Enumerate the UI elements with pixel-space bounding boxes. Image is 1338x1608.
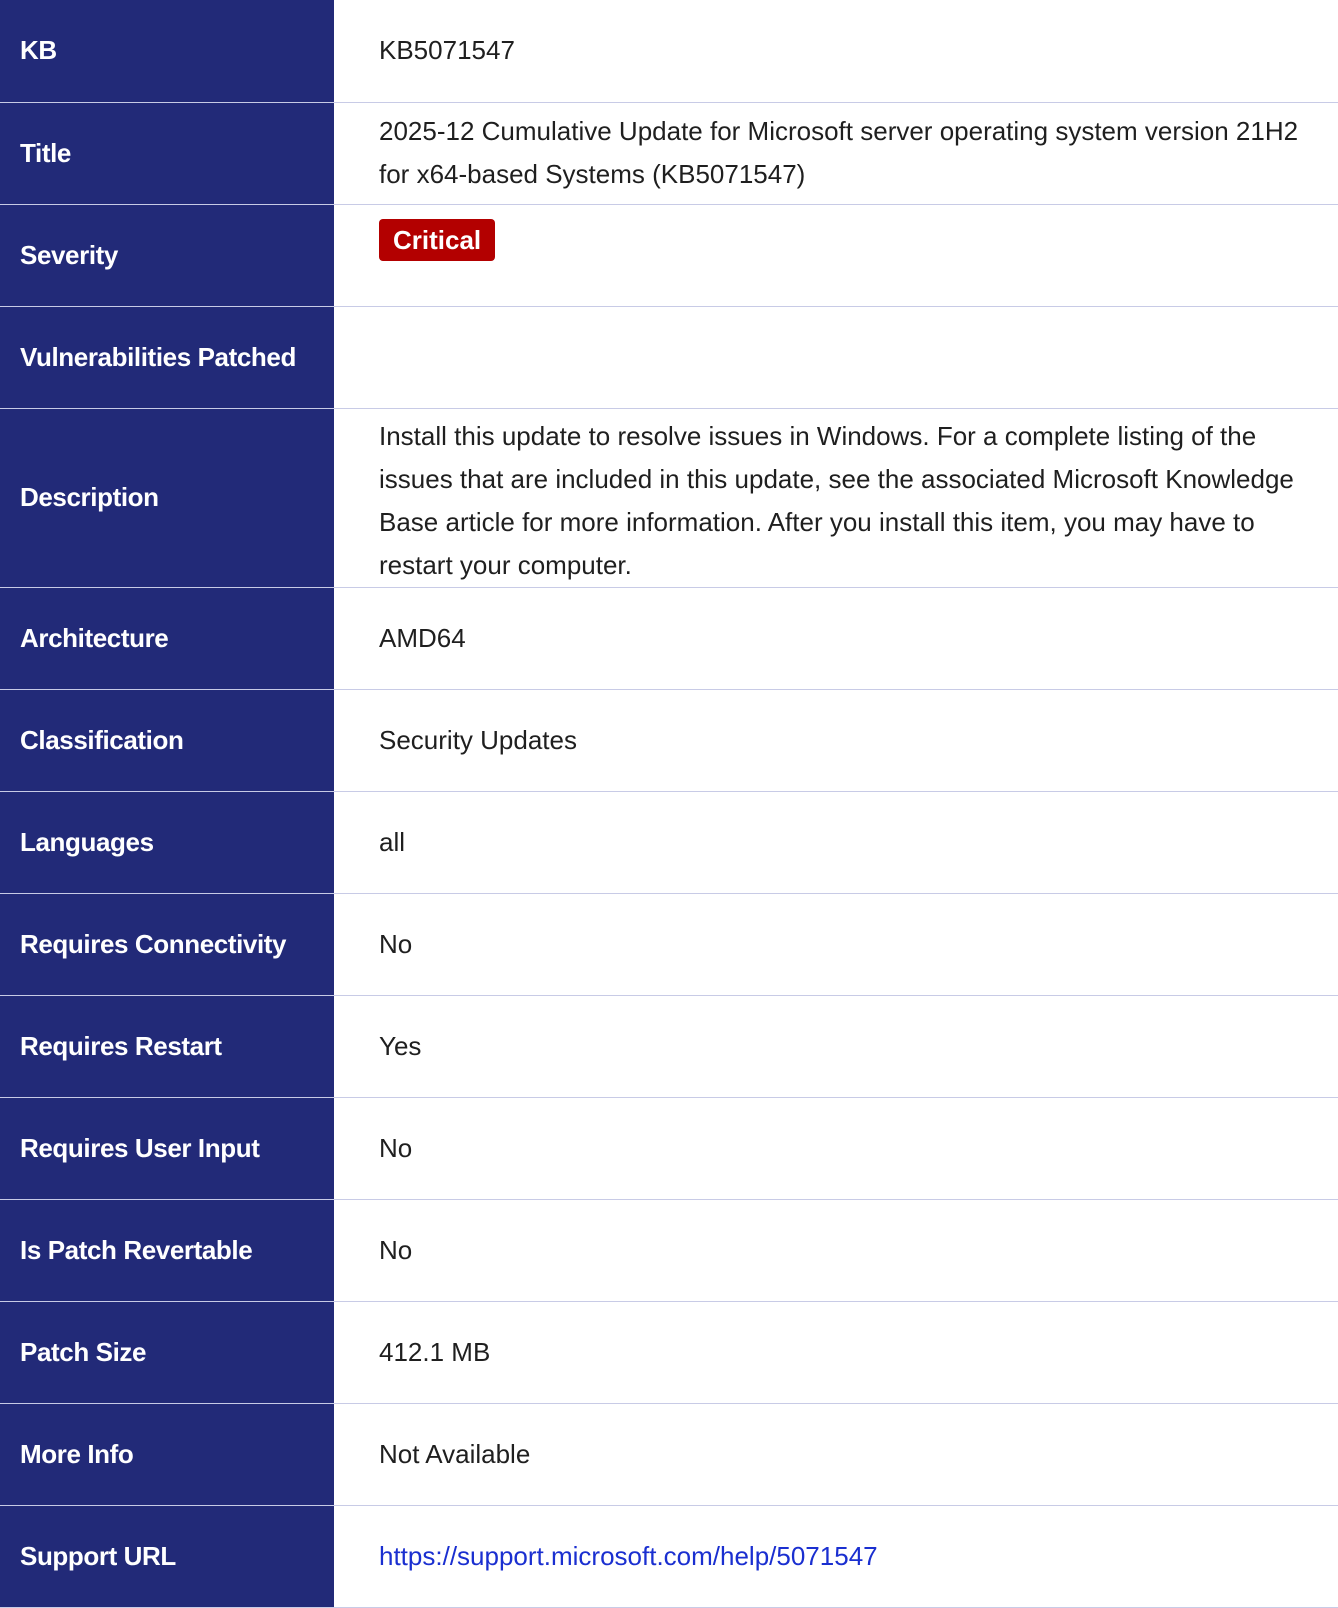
row-support-url: [0, 1505, 1338, 1607]
support-url-link[interactable]: https://support.microsoft.com/help/5071547: [379, 1540, 878, 1571]
row-languages: [0, 791, 1338, 893]
support-url-value: [334, 1505, 1338, 1607]
vulnerabilities-value: [334, 306, 1338, 408]
patch-size-value: 412.1 MB: [334, 1301, 1338, 1403]
row-requires-restart: [0, 995, 1338, 1097]
more-info-label: More Info: [0, 1403, 334, 1505]
row-more-info: [0, 1403, 1338, 1505]
description-label: Description: [0, 408, 334, 587]
requires-connectivity-label: Requires Connectivity: [0, 893, 334, 995]
row-classification: [0, 689, 1338, 791]
kb-value: KB5071547: [334, 0, 1338, 102]
requires-restart-label: Requires Restart: [0, 995, 334, 1097]
requires-user-input-label: Requires User Input: [0, 1097, 334, 1199]
row-architecture: [0, 587, 1338, 689]
description-value: Install this update to resolve issues in Windows. For a complete listing of the issues that are included in this update, see the associated Microsoft Knowledge Base article for more information. After you install this item, you may have to restart your computer.: [334, 408, 1338, 587]
patch-size-label: Patch Size: [0, 1301, 334, 1403]
requires-user-input-value: No: [334, 1097, 1338, 1199]
classification-value: Security Updates: [334, 689, 1338, 791]
architecture-label: Architecture: [0, 587, 334, 689]
row-severity: [0, 204, 1338, 306]
title-value: 2025-12 Cumulative Update for Microsoft server operating system version 21H2 for x64-based Systems (KB5071547): [334, 102, 1338, 204]
title-label: Title: [0, 102, 334, 204]
requires-connectivity-value: No: [334, 893, 1338, 995]
support-url-label: Support URL: [0, 1505, 334, 1607]
requires-restart-value: Yes: [334, 995, 1338, 1097]
languages-label: Languages: [0, 791, 334, 893]
is-patch-revertable-label: Is Patch Revertable: [0, 1199, 334, 1301]
severity-label: Severity: [0, 204, 334, 306]
row-requires-connectivity: [0, 893, 1338, 995]
languages-value: all: [334, 791, 1338, 893]
architecture-value: AMD64: [334, 587, 1338, 689]
row-description: [0, 408, 1338, 587]
more-info-value: Not Available: [334, 1403, 1338, 1505]
is-patch-revertable-value: No: [334, 1199, 1338, 1301]
row-kb: [0, 0, 1338, 102]
severity-badge: Critical: [379, 219, 495, 261]
vulnerabilities-label: Vulnerabilities Patched: [0, 306, 334, 408]
kb-label: KB: [0, 0, 334, 102]
row-title: [0, 102, 1338, 204]
row-patch-size: [0, 1301, 1338, 1403]
row-is-patch-revertable: [0, 1199, 1338, 1301]
severity-value: [334, 204, 1338, 306]
row-vulnerabilities-patched: [0, 306, 1338, 408]
classification-label: Classification: [0, 689, 334, 791]
row-requires-user-input: [0, 1097, 1338, 1199]
